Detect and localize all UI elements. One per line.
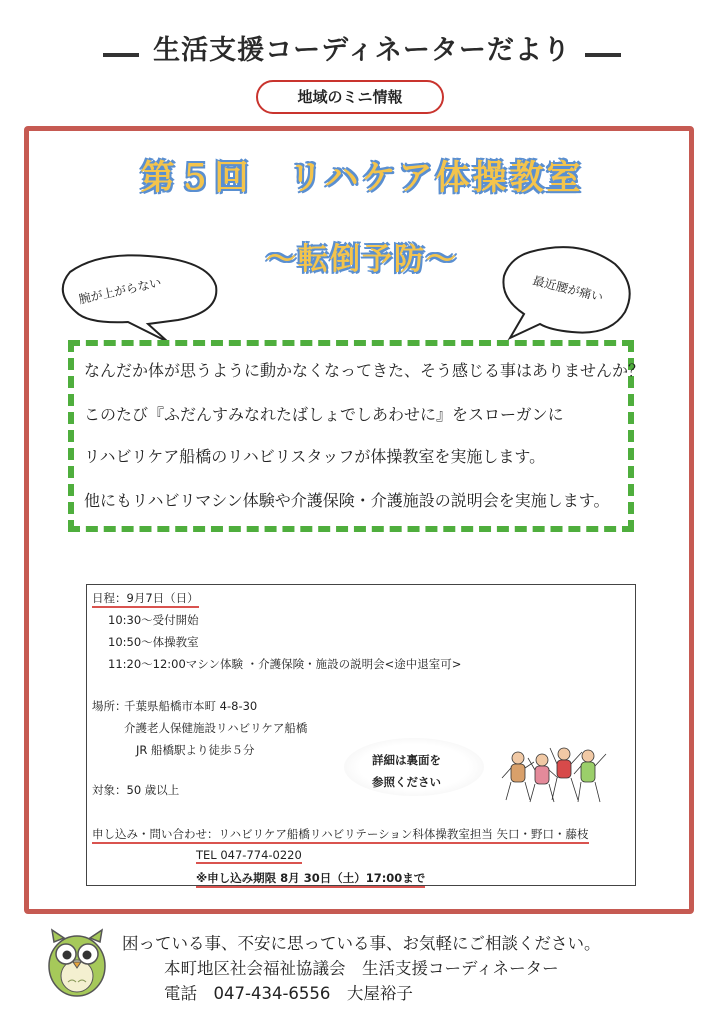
contact-info: 申し込み・問い合わせ：リハビリケア船橋リハビリテーション科体操教室担当 矢口・野口・藤枝 [92,826,589,844]
speech-bubble-left [48,250,228,346]
target-audience: 対象：50 歳以上 [92,783,180,797]
details-note-line-1: 詳細は裏面を [372,753,441,767]
section-badge: 地域のミニ情報 [256,80,444,114]
header-dash-right [585,53,621,57]
schedule-item-1: 10:30～受付開始 [108,613,199,627]
schedule-item-3: 11:20～12:00マシン体験 ・介護保険・施設の説明会<途中退室可> [108,657,462,671]
newsletter-header [0,28,724,67]
message-line-4: 他にもリハビリマシン体験や介護保険・介護施設の説明会を実施します。 [84,491,610,510]
event-subtitle: ～転倒予防～ [266,242,458,277]
message-line-1: なんだか体が思うように動かなくなってきた、そう感じる事はありませんか？ [84,361,645,380]
bubble-right-text: 最近腰が痛い [531,273,605,305]
exercise-people-illustration [500,744,610,806]
contact-tel: TEL 047-774-0220 [196,848,302,862]
place-address: 千葉県船橋市本町 4-8-30 [124,699,258,713]
newsletter-title: 生活支援コーディネーターだより [153,35,571,66]
place-facility: 介護老人保健施設リハビリケア船橋 [124,721,308,735]
footer-consultation-message: 困っている事、不安に思っている事、お気軽にご相談ください。 [122,934,601,953]
footer-contact: 電話 047-434-6556 大屋裕子 [164,984,413,1003]
application-deadline: ※申し込み期限 8月 30日（土）17:00まで [196,870,425,888]
place-label: 場所： [92,699,127,713]
owl-mascot [42,924,112,1000]
header-dash-left [103,53,139,57]
place-access: JR 船橋駅より徒歩５分 [136,743,255,757]
details-note-line-2: 参照ください [372,775,441,789]
message-line-2: このたび『ふだんすみなれたばしょでしあわせに』をスローガンに [84,405,564,424]
footer-organization: 本町地区社会福祉協議会 生活支援コーディネーター [164,959,559,978]
schedule-item-2: 10:50～体操教室 [108,635,199,649]
bubble-left-text: 腕が上がらない [77,275,163,307]
event-title: 第５回 リハケア体操教室 [140,158,584,198]
event-date: 日程：9月7日（日） [92,590,199,608]
message-line-3: リハビリケア船橋のリハビリスタッフが体操教室を実施します。 [84,447,546,466]
